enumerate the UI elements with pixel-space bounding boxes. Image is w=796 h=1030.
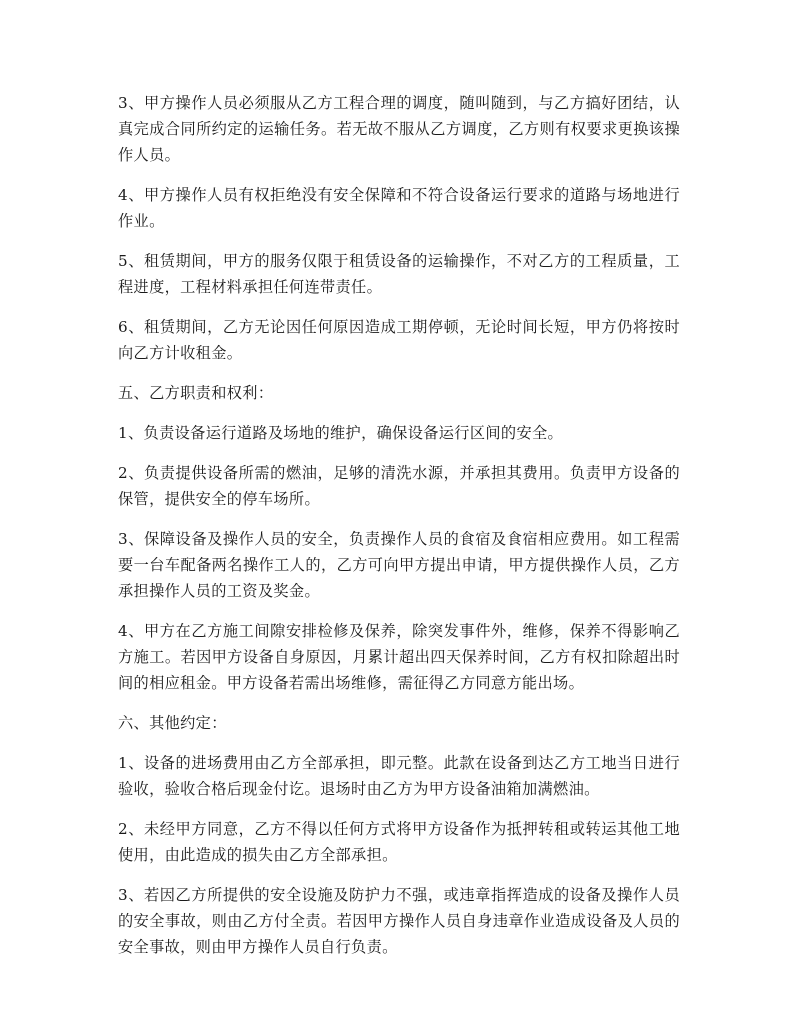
clause-paragraph: 6、租赁期间，乙方无论因任何原因造成工期停顿，无论时间长短，甲方仍将按时向乙方计收租金。 — [118, 318, 680, 362]
clause-paragraph: 5、租赁期间，甲方的服务仅限于租赁设备的运输操作，不对乙方的工程质量，工程进度，工程材料承担任何连带责任。 — [118, 252, 680, 296]
clause-paragraph: 3、甲方操作人员必须服从乙方工程合理的调度，随叫随到，与乙方搞好团结，认真完成合同所约定的运输任务。若无故不服从乙方调度，乙方则有权要求更换该操作人员。 — [118, 94, 680, 164]
clause-paragraph: 4、甲方在乙方施工间隙安排检修及保养，除突发事件外，维修，保养不得影响乙方施工。若因甲方设备自身原因，月累计超出四天保养时间，乙方有权扣除超出时间的相应租金。甲方设备若需出场维修，需征得乙方同意方能出场。 — [118, 622, 680, 692]
clause-paragraph: 3、保障设备及操作人员的安全，负责操作人员的食宿及食宿相应费用。如工程需要一台车配备两名操作工人的，乙方可向甲方提出申请，甲方提供操作人员，乙方承担操作人员的工资及奖金。 — [118, 530, 680, 600]
document-page — [118, 90, 680, 974]
section-heading: 五、乙方职责和权利： — [118, 384, 274, 402]
section-heading: 六、其他约定： — [118, 714, 227, 732]
clause-paragraph: 2、未经甲方同意，乙方不得以任何方式将甲方设备作为抵押转租或转运其他工地使用，由此造成的损失由乙方全部承担。 — [118, 820, 680, 864]
clause-paragraph: 1、负责设备运行道路及场地的维护，确保设备运行区间的安全。 — [118, 424, 564, 442]
clause-paragraph: 3、若因乙方所提供的安全设施及防护力不强，或违章指挥造成的设备及操作人员的安全事故，则由乙方付全责。若因甲方操作人员自身违章作业造成设备及人员的安全事故，则由甲方操作人员自行负责。 — [118, 886, 680, 956]
clause-paragraph: 2、负责提供设备所需的燃油，足够的清洗水源，并承担其费用。负责甲方设备的保管，提供安全的停车场所。 — [118, 464, 680, 508]
clause-paragraph: 4、甲方操作人员有权拒绝没有安全保障和不符合设备运行要求的道路与场地进行作业。 — [118, 186, 680, 230]
clause-paragraph: 1、设备的进场费用由乙方全部承担，即元整。此款在设备到达乙方工地当日进行验收，验收合格后现金付讫。退场时由乙方为甲方设备油箱加满燃油。 — [118, 754, 680, 798]
